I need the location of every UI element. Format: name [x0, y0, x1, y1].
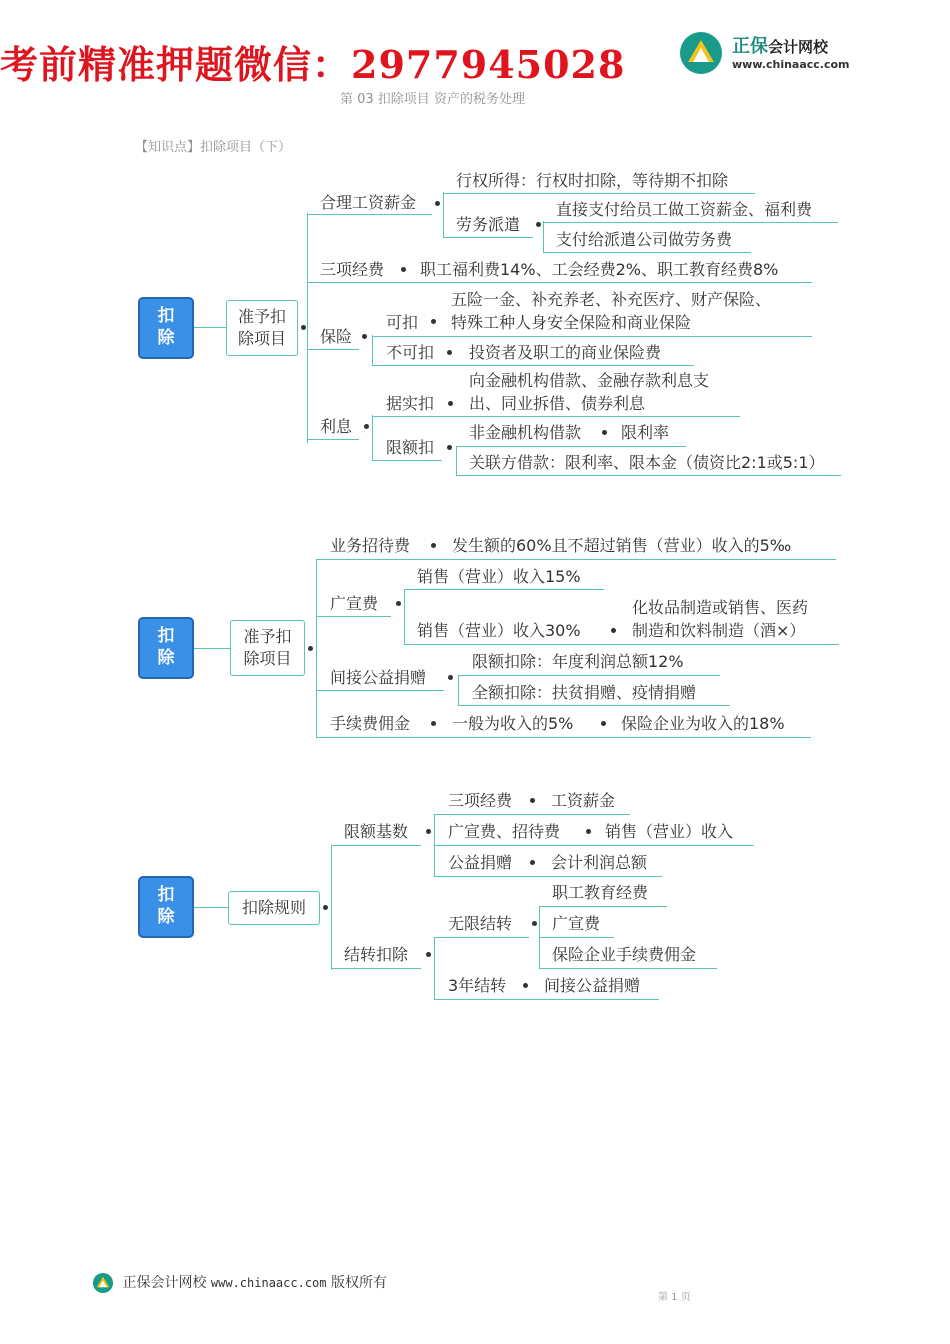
underline: [456, 446, 686, 447]
node-donation-full: 全额扣除：扶贫捐赠、疫情捐赠: [472, 683, 697, 702]
node-donation: 间接公益捐赠: [330, 668, 427, 687]
node-int-nonfinancial: 非金融机构借款: [469, 423, 582, 442]
dot: [426, 829, 431, 834]
branch-line: [434, 937, 435, 999]
underline: [316, 616, 391, 617]
footer: [92, 1272, 387, 1294]
section-heading-faded: 第 03 扣除项目 资产的税务处理: [340, 92, 525, 107]
node-salary: 合理工资薪金: [320, 193, 417, 212]
node-carry-unlimited: 无限结转: [448, 914, 513, 933]
underline: [316, 690, 444, 691]
underline: [539, 906, 667, 907]
node-carry-indirect-donation: 间接公益捐赠: [544, 976, 641, 995]
footer-url[interactable]: www.chinaacc.com: [210, 1276, 327, 1290]
dot: [536, 222, 541, 227]
footer-rights: 版权所有: [330, 1275, 387, 1291]
underline: [443, 193, 755, 194]
node-commission: 手续费佣金: [330, 714, 411, 733]
dot: [611, 628, 616, 633]
connector: [194, 907, 228, 908]
underline: [307, 439, 359, 440]
dot: [601, 721, 606, 726]
underline: [307, 214, 432, 215]
branch-line: [458, 675, 459, 705]
underline: [539, 968, 717, 969]
underline: [331, 968, 421, 969]
underline: [372, 336, 442, 337]
node-entertainment-limit: 发生额的60%且不超过销售（营业）收入的5‰: [452, 536, 792, 555]
node-int-related: 关联方借款：限利率、限本金（债资比2:1或5:1）: [469, 453, 825, 472]
node-commission-insurance: 保险企业为收入的18%: [621, 714, 785, 733]
promo-banner: 考前精准押题微信：2977945028: [0, 42, 626, 87]
level1-node-deductible-1: 准予扣 除项目: [226, 300, 298, 356]
dot: [532, 921, 537, 926]
node-advertising-industries-1: 化妆品制造或销售、医药: [632, 598, 809, 617]
node-ins-deductible-list-1: 五险一金、补充养老、补充医疗、财产保险、: [451, 290, 772, 309]
dot: [364, 424, 369, 429]
underline: [543, 222, 838, 223]
chinaacc-logo: [678, 28, 868, 80]
node-int-actual-list-2: 出、同业拆借、债券利息: [469, 394, 646, 413]
branch-line: [372, 415, 373, 460]
node-int-actual: 据实扣: [386, 394, 435, 413]
underline: [434, 876, 662, 877]
node-base-three-funds: 三项经费: [448, 791, 513, 810]
dot: [448, 401, 453, 406]
node-dispatch-direct: 直接支付给员工做工资薪金、福利费: [556, 200, 813, 219]
underline: [442, 336, 812, 337]
underline: [372, 416, 740, 417]
node-entertainment: 业务招待费: [330, 536, 411, 555]
underline: [434, 999, 659, 1000]
underline: [331, 845, 421, 846]
underline: [543, 252, 751, 253]
connector: [194, 648, 230, 649]
underline: [456, 475, 841, 476]
node-int-nonfinancial-rule: 限利率: [621, 423, 670, 442]
node-three-funds: 三项经费: [320, 260, 385, 279]
branch-line: [456, 446, 457, 475]
dot: [426, 952, 431, 957]
node-carry-ins-commission: 保险企业手续费佣金: [552, 945, 697, 964]
underline: [372, 460, 442, 461]
node-ins-deductible: 可扣: [386, 313, 419, 332]
logo-emblem-icon: [678, 30, 724, 76]
node-ins-deductible-list-2: 特殊工种人身安全保险和商业保险: [451, 313, 692, 332]
node-ins-nondeductible: 不可扣: [386, 343, 435, 362]
dot: [523, 983, 528, 988]
underline: [372, 365, 694, 366]
underline: [316, 559, 836, 560]
underline: [404, 644, 839, 645]
node-dispatch-company: 支付给派遣公司做劳务费: [556, 230, 733, 249]
logo-url: www.chinaacc.com: [732, 58, 850, 71]
underline: [307, 282, 812, 283]
dot: [530, 860, 535, 865]
branch-line: [543, 221, 544, 252]
underline: [458, 675, 720, 676]
underline: [307, 349, 359, 350]
dot: [396, 601, 401, 606]
node-ins-nondeductible-item: 投资者及职工的商业保险费: [469, 343, 662, 362]
dot: [401, 267, 406, 272]
underline: [316, 737, 811, 738]
node-advertising-special: 销售（营业）收入30%: [417, 621, 581, 640]
root-node-3: 扣 除: [138, 876, 194, 938]
footer-logo-icon: [92, 1272, 114, 1294]
node-int-actual-list-1: 向金融机构借款、金融存款利息支: [469, 371, 710, 390]
dot: [308, 646, 313, 651]
page-number-faded: 第 1 页: [658, 1292, 691, 1303]
underline: [404, 589, 604, 590]
dot: [323, 905, 328, 910]
node-advertising-general: 销售（营业）收入15%: [417, 567, 581, 586]
node-base-donation: 公益捐赠: [448, 853, 513, 872]
dot: [431, 543, 436, 548]
node-commission-general: 一般为收入的5%: [452, 714, 574, 733]
node-labor-dispatch: 劳务派遣: [456, 215, 521, 234]
dot: [431, 319, 436, 324]
node-base-salary: 工资薪金: [551, 791, 616, 810]
node-base-adv-ent: 广宣费、招待费: [448, 822, 561, 841]
node-carry-edu-fund: 职工教育经费: [552, 883, 649, 902]
root-node-1: 扣 除: [138, 297, 194, 359]
node-int-limited: 限额扣: [386, 438, 435, 457]
node-carry-3year: 3年结转: [448, 976, 507, 995]
underline: [458, 705, 730, 706]
node-base-accounting-profit: 会计利润总额: [551, 853, 648, 872]
node-interest: 利息: [320, 417, 353, 436]
branch-line: [316, 560, 317, 738]
node-carry-adv: 广宣费: [552, 914, 601, 933]
dot: [447, 445, 452, 450]
logo-name: 会计网校: [768, 38, 829, 56]
node-limit-base: 限额基数: [344, 822, 409, 841]
sub-heading-faded: 【知识点】扣除项目（下）: [135, 140, 292, 155]
node-advertising-industries-2: 制造和饮料制造（酒×）: [632, 621, 806, 640]
dot: [448, 675, 453, 680]
dot: [301, 325, 306, 330]
dot: [362, 334, 367, 339]
dot: [530, 798, 535, 803]
connector: [194, 327, 226, 328]
dot: [602, 430, 607, 435]
level1-node-deductible-2: 准予扣 除项目: [230, 620, 305, 676]
branch-line: [443, 192, 444, 237]
node-base-sales: 销售（营业）收入: [605, 822, 734, 841]
node-advertising: 广宣费: [330, 594, 379, 613]
branch-line: [307, 213, 308, 443]
underline: [434, 845, 754, 846]
footer-brand: 正保会计网校: [122, 1275, 207, 1291]
node-salary-option: 行权所得：行权时扣除，等待期不扣除: [456, 171, 729, 190]
branch-line: [331, 845, 332, 970]
underline: [539, 937, 614, 938]
node-insurance: 保险: [320, 327, 353, 346]
dot: [586, 829, 591, 834]
level1-node-rules: 扣除规则: [228, 891, 320, 925]
dot: [431, 721, 436, 726]
branch-line: [372, 335, 373, 365]
node-donation-limited: 限额扣除：年度利润总额12%: [472, 652, 684, 671]
dot: [447, 350, 452, 355]
root-node-2: 扣 除: [138, 617, 194, 679]
node-three-funds-rates: 职工福利费14%、工会经费2%、职工教育经费8%: [420, 260, 779, 279]
logo-brand: 正保: [732, 36, 768, 57]
underline: [434, 937, 529, 938]
branch-line: [404, 589, 405, 644]
node-carry-forward: 结转扣除: [344, 945, 409, 964]
dot: [435, 201, 440, 206]
underline: [434, 814, 630, 815]
underline: [443, 237, 533, 238]
